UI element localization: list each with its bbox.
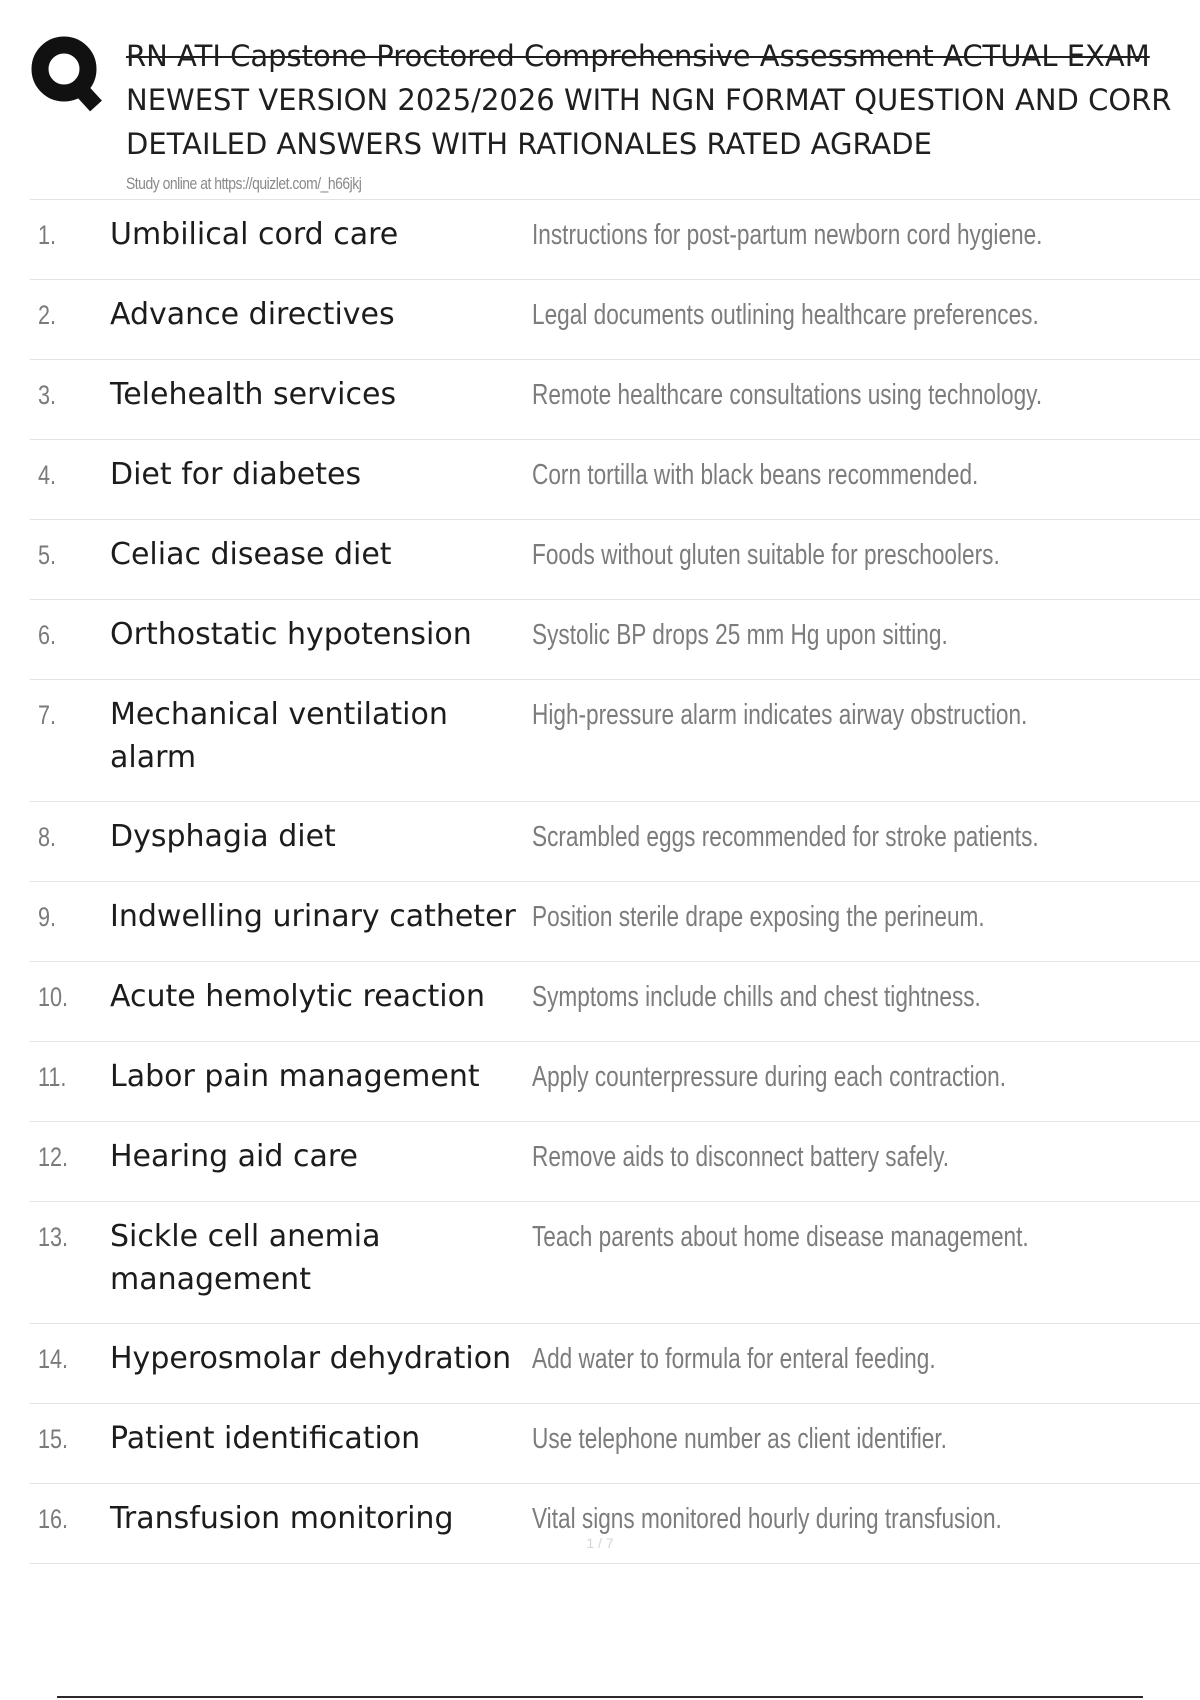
term-word: Sickle cell anemia management xyxy=(110,1219,381,1297)
term-definition: Add water to formula for enteral feeding. xyxy=(532,1343,936,1375)
term-row xyxy=(30,1202,1200,1324)
title-line-1: RN ATI Capstone Proctored Comprehensive Assessment ACTUAL EXAM xyxy=(126,39,1150,73)
title-line-2: NEWEST VERSION 2025/2026 WITH NGN FORMAT QUESTION AND CORR xyxy=(126,83,1172,117)
term-number: 1. xyxy=(38,220,57,250)
quizlet-q-logo-icon xyxy=(30,32,106,116)
term-row xyxy=(30,1042,1200,1122)
term-definition: Corn tortilla with black beans recommended. xyxy=(532,459,979,491)
term-row xyxy=(30,200,1200,280)
term-number: 7. xyxy=(38,700,57,730)
term-word: Acute hemolytic reaction xyxy=(110,979,485,1014)
page-number: 1 / 7 xyxy=(586,1535,614,1551)
term-definition: Legal documents outlining healthcare preferences. xyxy=(532,299,1039,331)
term-definition: Systolic BP drops 25 mm Hg upon sitting. xyxy=(532,619,948,651)
term-word: Dysphagia diet xyxy=(110,819,336,854)
term-number: 10. xyxy=(38,982,69,1012)
term-number: 14. xyxy=(38,1344,69,1374)
term-number: 12. xyxy=(38,1142,69,1172)
term-word: Celiac disease diet xyxy=(110,537,392,572)
term-definition: Use telephone number as client identifier. xyxy=(532,1423,947,1455)
term-word: Hearing aid care xyxy=(110,1139,358,1174)
term-row xyxy=(30,680,1200,802)
term-row xyxy=(30,1484,1200,1564)
term-word: Umbilical cord care xyxy=(110,217,399,252)
term-definition: Apply counterpressure during each contraction. xyxy=(532,1061,1007,1093)
term-word: Patient identification xyxy=(110,1421,421,1456)
footer-divider xyxy=(57,1696,1143,1698)
term-number: 4. xyxy=(38,460,57,490)
study-online-link[interactable]: Study online at https://quizlet.com/_h66jkj xyxy=(126,174,362,193)
term-definition: Teach parents about home disease management. xyxy=(532,1221,1029,1253)
term-definition: Position sterile drape exposing the perineum. xyxy=(532,901,985,933)
term-word: Labor pain management xyxy=(110,1059,480,1094)
term-row xyxy=(30,1404,1200,1484)
term-row xyxy=(30,520,1200,600)
term-definition: Symptoms include chills and chest tightness. xyxy=(532,981,981,1013)
term-word: Advance directives xyxy=(110,297,395,332)
term-row xyxy=(30,600,1200,680)
term-word: Diet for diabetes xyxy=(110,457,362,492)
term-word: Transfusion monitoring xyxy=(110,1501,454,1536)
term-number: 2. xyxy=(38,300,57,330)
term-number: 16. xyxy=(38,1504,69,1534)
term-definition: Remote healthcare consultations using technology. xyxy=(532,379,1043,411)
title-line-3: DETAILED ANSWERS WITH RATIONALES RATED AGRADE xyxy=(126,127,932,161)
term-number: 6. xyxy=(38,620,57,650)
term-number: 5. xyxy=(38,540,57,570)
term-row xyxy=(30,1122,1200,1202)
term-number: 3. xyxy=(38,380,57,410)
term-definition: Remove aids to disconnect battery safely. xyxy=(532,1141,950,1173)
term-row xyxy=(30,440,1200,520)
term-number: 13. xyxy=(38,1222,69,1252)
term-definition: Scrambled eggs recommended for stroke patients. xyxy=(532,821,1039,853)
term-row xyxy=(30,280,1200,360)
term-row xyxy=(30,1324,1200,1404)
term-word: Mechanical ventilation alarm xyxy=(110,697,448,775)
term-number: 8. xyxy=(38,822,57,852)
term-word: Telehealth services xyxy=(110,377,397,412)
term-definition: Instructions for post-partum newborn cord hygiene. xyxy=(532,219,1043,251)
term-row xyxy=(30,962,1200,1042)
term-definition: Foods without gluten suitable for preschoolers. xyxy=(532,539,1000,571)
term-word: Indwelling urinary catheter xyxy=(110,899,516,934)
term-word: Orthostatic hypotension xyxy=(110,617,472,652)
term-definition: High-pressure alarm indicates airway obstruction. xyxy=(532,699,1028,731)
term-row xyxy=(30,802,1200,882)
term-word: Hyperosmolar dehydration xyxy=(110,1341,512,1376)
flashcard-term-list xyxy=(30,199,1200,1564)
term-row xyxy=(30,882,1200,962)
document-title xyxy=(126,34,1200,166)
term-row xyxy=(30,360,1200,440)
term-definition: Vital signs monitored hourly during transfusion. xyxy=(532,1503,1002,1535)
term-number: 15. xyxy=(38,1424,69,1454)
term-number: 11. xyxy=(38,1062,67,1092)
document-header xyxy=(126,34,1200,194)
term-number: 9. xyxy=(38,902,57,932)
